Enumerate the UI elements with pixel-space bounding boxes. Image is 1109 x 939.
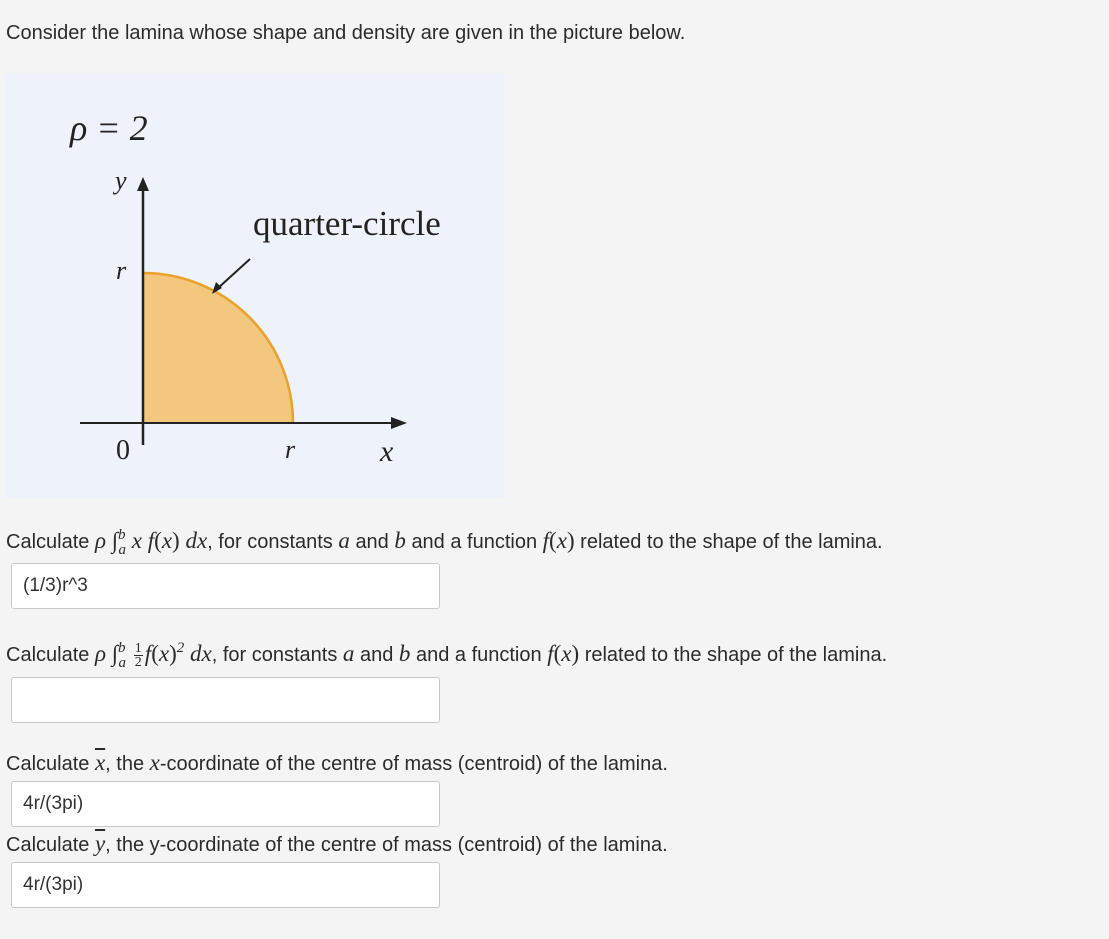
quarter-circle-region (143, 273, 293, 423)
question-3-text: Calculate $\overline{x}$, the x-coordinate of the centre of mass (centroid) of the lamina. (6, 750, 668, 775)
r-tick-label-y: r (116, 256, 127, 285)
label-pointer-line (217, 259, 250, 289)
r-tick-label-x: r (285, 435, 296, 464)
question-1-text: Calculate ρ ∫$^b_a$ x f(x) dx, for constants a and b and a function f(x) related to the shape of the lamina. (6, 527, 883, 558)
question-4-answer-input[interactable]: 4r/(3pi) (11, 862, 440, 908)
x-axis-arrowhead (391, 417, 407, 429)
origin-label: 0 (116, 435, 130, 466)
question-4-text: Calculate $\overline{y}$, the y-coordinate of the centre of mass (centroid) of the lamina. (6, 831, 668, 856)
question-1-answer-input[interactable]: (1/3)r^3 (11, 563, 440, 609)
density-label: ρ = 2 (70, 108, 148, 148)
lamina-figure (5, 73, 504, 498)
y-axis-arrowhead (137, 177, 149, 191)
y-axis-label: y (115, 166, 127, 195)
question-3-answer-input[interactable]: 4r/(3pi) (11, 781, 440, 827)
quarter-circle-label: quarter-circle (253, 204, 441, 243)
intro-text: Consider the lamina whose shape and density are given in the picture below. (6, 22, 686, 44)
question-2-text: Calculate ρ ∫$^b_a$ $\frac{1}{2}$ $f(x)^2$ dx, for constants a and b and a function f(x) related to the shape of the lamina. (6, 640, 888, 671)
question-2-answer-input[interactable] (11, 677, 440, 723)
x-axis-label: x (380, 435, 394, 468)
